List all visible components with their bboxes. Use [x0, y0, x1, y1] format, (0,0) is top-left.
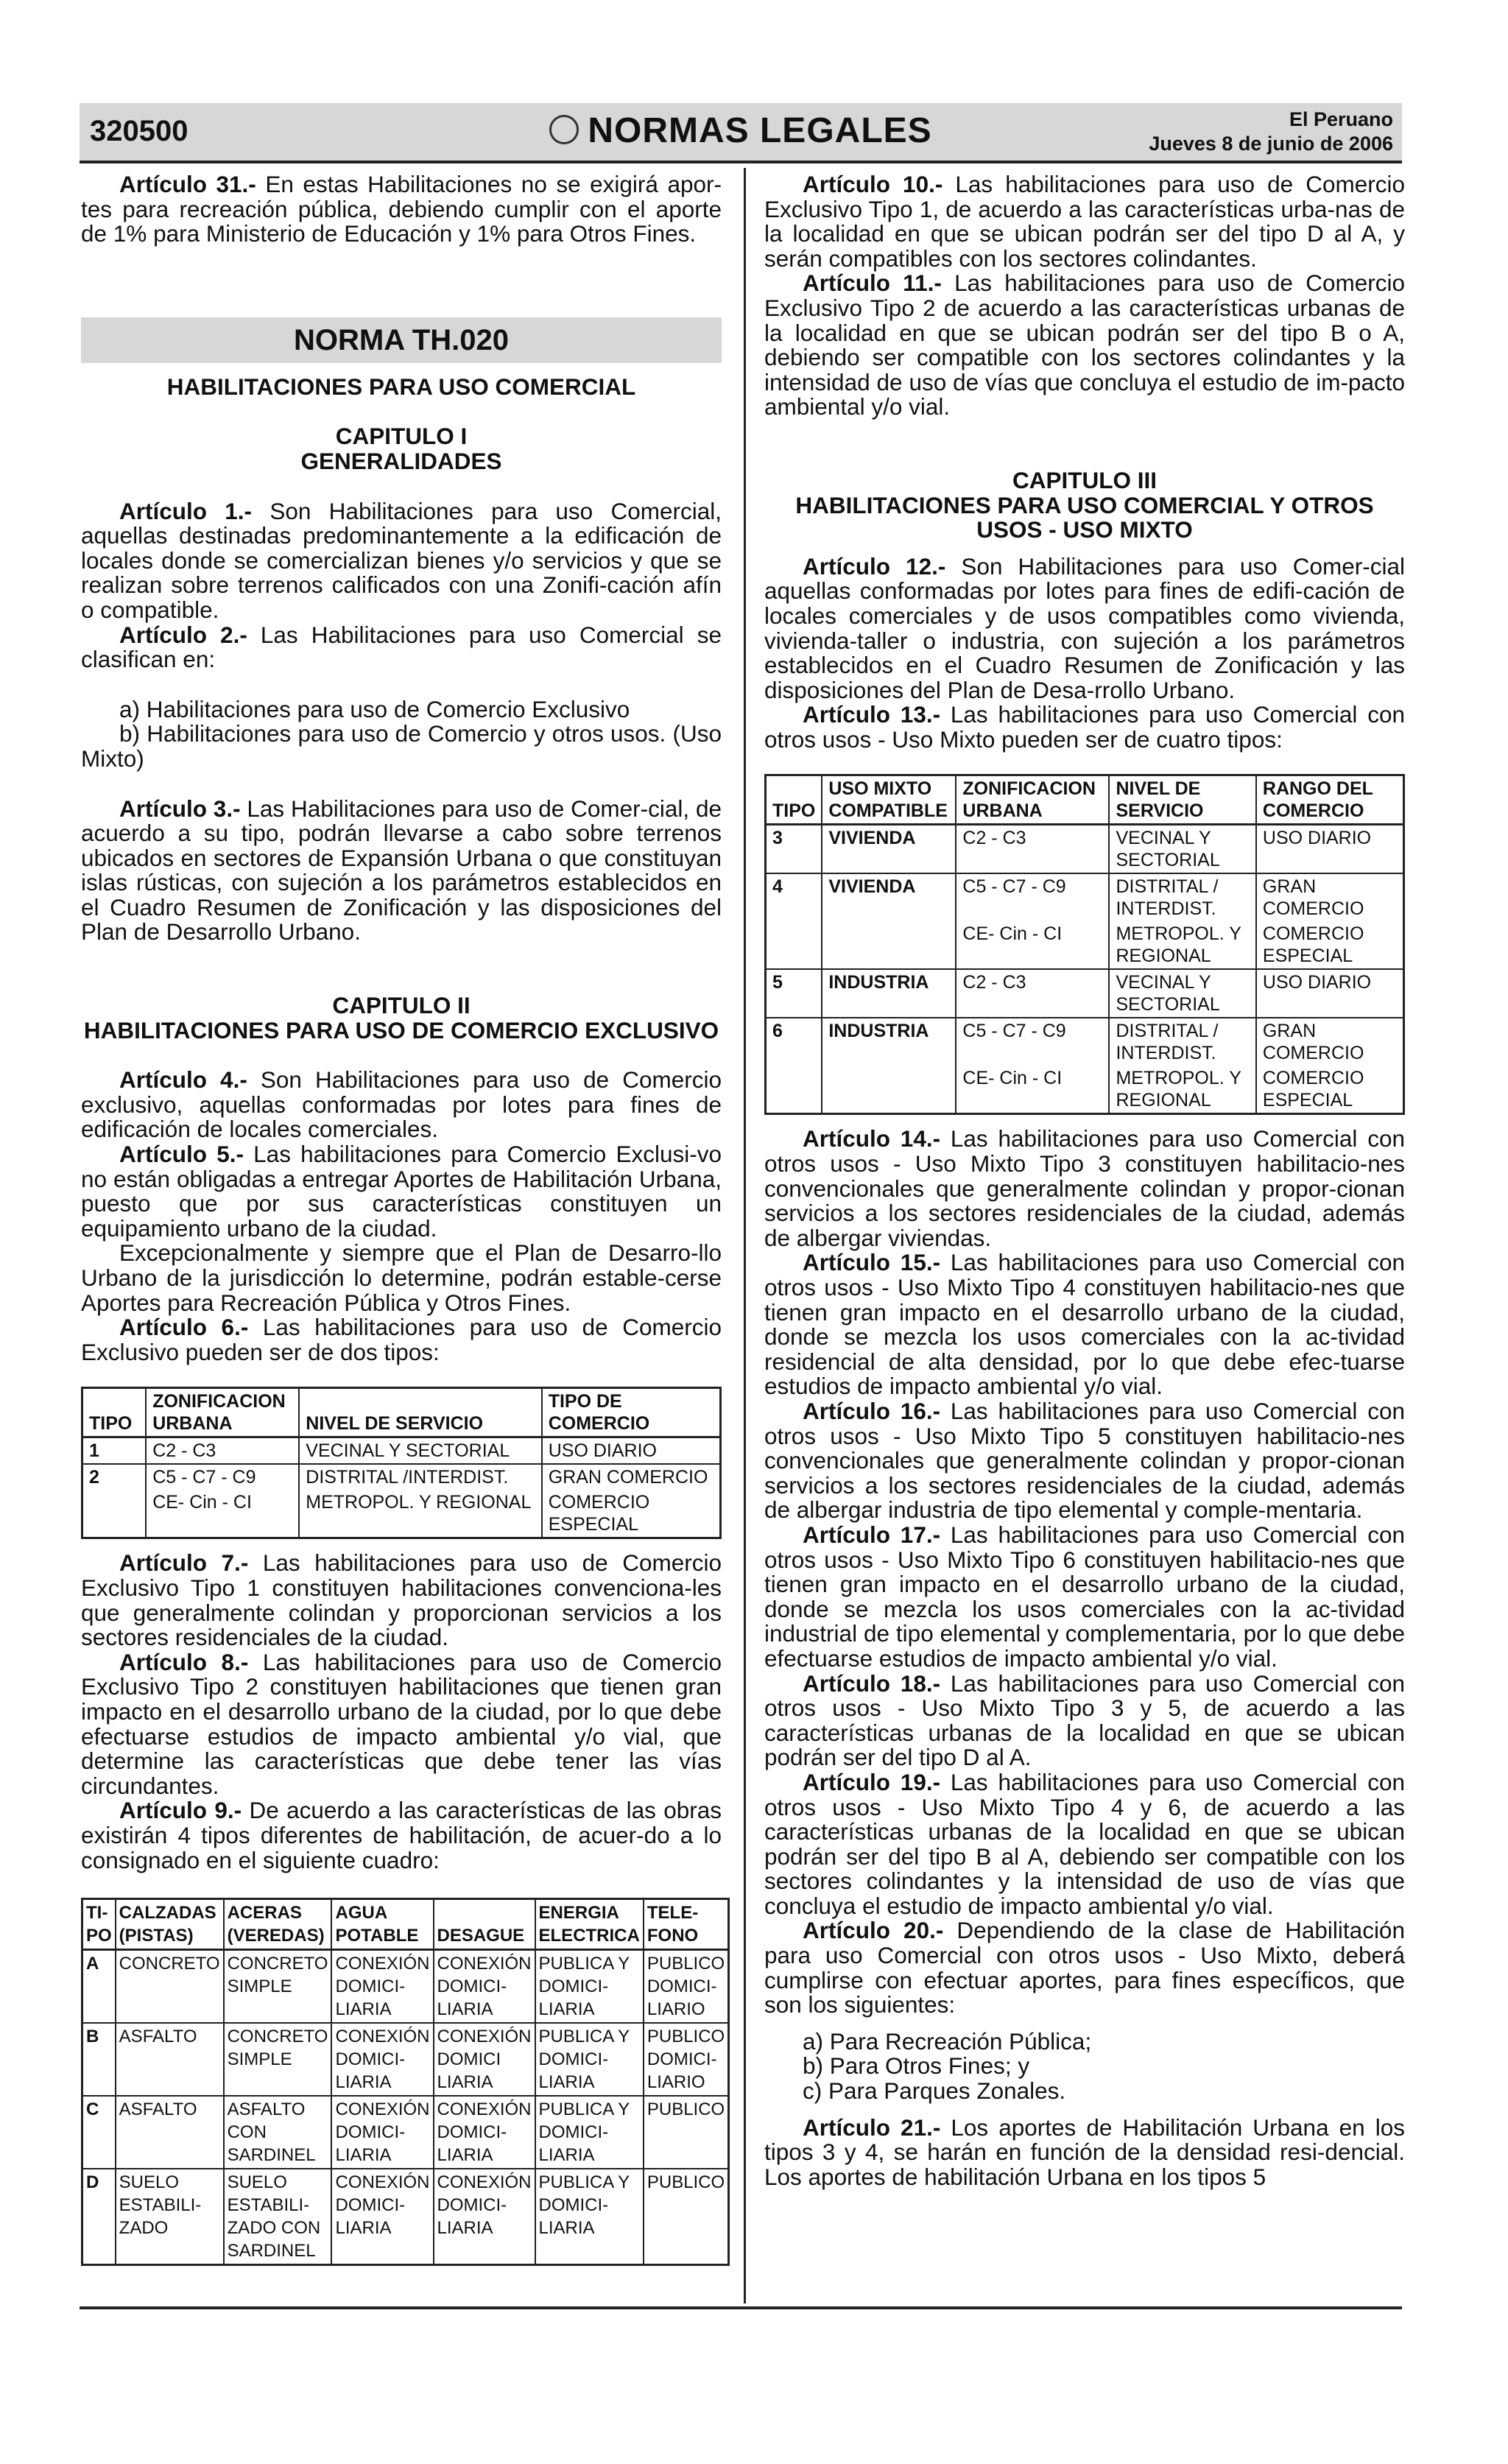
norma-subtitle: HABILITACIONES PARA USO COMERCIAL — [166, 373, 636, 400]
list-item-a: a) Para Recreación Pública; — [803, 2027, 1092, 2055]
article-5-paragraph-2: Excepcionalmente y siempre que el Plan de Desarro-llo Urbano de la jurisdicción lo determine, podrán estable-cerse Aportes para Recreación Pública y Otros Fines. — [81, 1239, 722, 1316]
mixed-use-table — [764, 774, 1405, 1115]
page-number: 320500 — [90, 115, 188, 147]
article-6: Artículo 6.- Las habilitaciones para uso de Comercio Exclusivo pueden ser de dos tipos: — [81, 1314, 722, 1365]
publication-info — [1149, 108, 1393, 156]
article-31: Artículo 31.- En estas Habilitaciones no se exigirá apor-tes para recreación pública, debiendo cumplir con el aporte de 1% para Ministerio de Educación y 1% para Otros Fines. — [81, 171, 722, 247]
chapter-1-subtitle: GENERALIDADES — [300, 447, 502, 474]
table-header: TI-PO — [82, 1899, 116, 1950]
article-9: Artículo 9.- De acuerdo a las características de las obras existirán 4 tipos diferentes de habilitación, de acuer-do a lo consignado en el siguiente cuadro: — [81, 1797, 722, 1873]
article-12: Artículo 12.- Son Habilitaciones para uso Comer-cial aquellas conformadas por lotes para fines de edifi-cación de locales comerciales y de usos compatibles como vivienda, vivienda-taller o industria, con sujeción a los parámetros establecidos en el Cuadro Resumen de Zonificación y las disposiciones del Plan de Desa-rrollo Urbano. — [764, 552, 1405, 703]
commerce-types-table — [81, 1387, 722, 1539]
article-10: Artículo 10.- Las habilitaciones para uso de Comercio Exclusivo Tipo 1, de acuerdo a las características urba-nas de la localidad en que se ubican podrán ser del tipo D al A, y serán compatibles con los sectores colindantes. — [764, 171, 1405, 272]
list-item-b: b) Habilitaciones para uso de Comercio y otros usos. (Uso Mixto) — [81, 720, 722, 772]
article-5: Artículo 5.- Las habilitaciones para Comercio Exclusi-vo no están obligadas a entregar Aportes de Habilitación Urbana, puesto que por sus características constituyen un equipamiento urbano de la ciudad. — [81, 1141, 722, 1242]
table-row: B ASFALTO CONCRETO SIMPLE CONEXIÓN DOMICI-LIARIA CONEXIÓN DOMICI LIARIA PUBLICA Y DOMICI-LIARIA PUBLICO DOMICI-LIARIO — [82, 2023, 729, 2096]
publication-name: El Peruano — [1289, 108, 1393, 130]
chapter-3-subtitle: HABILITACIONES PARA USO COMERCIAL Y OTROS USOS - USO MIXTO — [795, 491, 1374, 543]
table-header: NIVEL DE SERVICIO — [299, 1388, 541, 1437]
table-row: 5 INDUSTRIA C2 - C3 VECINAL Y SECTORIAL USO DIARIO — [766, 969, 1404, 1018]
table-row: 1 C2 - C3 VECINAL Y SECTORIAL USO DIARIO — [82, 1437, 721, 1465]
publication-date: Jueves 8 de junio de 2006 — [1149, 133, 1393, 155]
article-18: Artículo 18.- Las habilitaciones para uso Comercial con otros usos - Uso Mixto Tipo 3 y 5, de acuerdo a las características urbanas de la localidad en que se ubican podrán ser del tipo D al A. — [764, 1669, 1405, 1771]
article-3: Artículo 3.- Las Habilitaciones para uso de Comer-cial, de acuerdo a su tipo, podrán llevarse a cabo sobre terrenos ubicados en sectores de Expansión Urbana o que constituyan islas rústicas, con sujeción a los parámetros establecidos en el Cuadro Resumen de Zonificación y las disposiciones del Plan de Desarrollo Urbano. — [81, 795, 722, 946]
article-11: Artículo 11.- Las habilitaciones para uso de Comercio Exclusivo Tipo 2 de acuerdo a las características urbanas de la localidad en que se ubican podrán ser del tipo B o A, debiendo ser compatible con los sectores colindantes y la intensidad de uso de vías que concluya el estudio de im-pacto ambiental y/o vial. — [764, 270, 1406, 420]
table-row: D SUELO ESTABILI-ZADO SUELO ESTABILI-ZADO CON SARDINEL CONEXIÓN DOMICI-LIARIA CONEXIÓN DOMICI-LIARIA PUBLICA Y DOMICI-LIARIA PUBLICO — [82, 2169, 729, 2265]
table-row: 4 VIVIENDA C5 - C7 - C9 DISTRITAL / INTERDIST. GRAN COMERCIO — [766, 873, 1404, 921]
table-header: TIPO — [766, 775, 822, 825]
table-row: C ASFALTO ASFALTO CON SARDINEL CONEXIÓN DOMICI-LIARIA CONEXIÓN DOMICI-LIARIA PUBLICA Y DOMICI-LIARIA PUBLICO — [82, 2096, 729, 2169]
column-divider — [744, 168, 746, 2303]
page-header — [80, 103, 1402, 163]
table-header: RANGO DEL COMERCIO — [1256, 775, 1404, 825]
works-types-table — [81, 1898, 730, 2266]
article-17: Artículo 17.- Las habilitaciones para uso Comercial con otros usos - Uso Mixto Tipo 6 constituyen habilitacio-nes que tienen gran impacto en el desarrollo urbano de la ciudad, donde se mezcla los usos comerciales con la ac-tividad industrial de tipo elemental y complementaria, por lo que debe efectuarse estudios de impacto ambiental y/o vial. — [764, 1521, 1405, 1672]
chapter-2-subtitle: HABILITACIONES PARA USO DE COMERCIO EXCLUSIVO — [83, 1016, 719, 1043]
list-item-c: c) Para Parques Zonales. — [803, 2077, 1066, 2105]
table-header: ACERAS (VEREDAS) — [224, 1899, 332, 1950]
table-row: CE- Cin - CI METROPOL. Y REGIONAL COMERCIO ESPECIAL — [82, 1490, 721, 1538]
coat-of-arms-icon — [549, 115, 579, 144]
table-header: CALZADAS (PISTAS) — [116, 1899, 224, 1950]
right-column — [764, 172, 1405, 2189]
article-7: Artículo 7.- Las habilitaciones para uso de Comercio Exclusivo Tipo 1 constituyen habilitaciones convenciona-les que generalmente colindan y proporcionan servicios a los sectores residenciales de la ciudad. — [81, 1549, 722, 1651]
chapter-3-title: CAPITULO III — [1012, 466, 1157, 493]
table-header: ZONIFICACION URBANA — [956, 775, 1109, 825]
table-header: ZONIFICACION URBANA — [146, 1388, 299, 1437]
table-row: 2 C5 - C7 - C9 DISTRITAL /INTERDIST. GRAN COMERCIO — [82, 1464, 721, 1490]
list-item-b: b) Para Otros Fines; y — [803, 2052, 1030, 2080]
article-13: Artículo 13.- Las habilitaciones para uso Comercial con otros usos - Uso Mixto pueden ser de cuatro tipos: — [764, 701, 1405, 753]
table-row: CE- Cin - CI METROPOL. Y REGIONAL COMERCIO ESPECIAL — [766, 1066, 1404, 1114]
table-header: NIVEL DE SERVICIO — [1109, 775, 1255, 825]
table-header: USO MIXTO COMPATIBLE — [822, 775, 956, 825]
article-2: Artículo 2.- Las Habilitaciones para uso Comercial se clasifican en: — [81, 621, 722, 673]
article-1: Artículo 1.- Son Habilitaciones para uso Comercial, aquellas destinadas predominantemente a la edificación de locales donde se comercializan bienes y/o servicios y que se realizan sobre terrenos calificados con una Zonifi-cación afín o compatible. — [81, 497, 722, 623]
table-header: DESAGUE — [434, 1899, 535, 1950]
article-16: Artículo 16.- Las habilitaciones para uso Comercial con otros usos - Uso Mixto Tipo 5 constituyen habilitacio-nes convencionales que generalmente colindan y propor-cionan servicios a los sectores residenciales de la ciudad, además de albergar industria de tipo elemental y comple-mentaria. — [764, 1398, 1405, 1524]
table-row: CE- Cin - CI METROPOL. Y REGIONAL COMERCIO ESPECIAL — [766, 921, 1404, 969]
chapter-2-title: CAPITULO II — [332, 992, 471, 1019]
table-row: 6 INDUSTRIA C5 - C7 - C9 DISTRITAL / INTERDIST. GRAN COMERCIO — [766, 1018, 1404, 1066]
table-header: TIPO — [82, 1388, 147, 1437]
article-4: Artículo 4.- Son Habilitaciones para uso de Comercio exclusivo, aquellas conformadas por lotes para fines de edificación de locales comerciales. — [81, 1066, 722, 1143]
article-21: Artículo 21.- Los aportes de Habilitación Urbana en los tipos 3 y 4, se harán en función de la densidad resi-dencial. Los aportes de habilitación Urbana en los tipos 5 — [764, 2113, 1405, 2190]
chapter-1-title: CAPITULO I — [335, 423, 468, 450]
article-14: Artículo 14.- Las habilitaciones para uso Comercial con otros usos - Uso Mixto Tipo 3 constituyen habilitacio-nes convencionales que generalmente colindan y propor-cionan servicios a los sectores residenciales de la ciudad, además de albergar viviendas. — [764, 1125, 1405, 1251]
left-column — [81, 171, 725, 2266]
footer-rule — [80, 2306, 1402, 2309]
table-header: ENERGIA ELECTRICA — [535, 1899, 644, 1950]
article-19: Artículo 19.- Las habilitaciones para uso Comercial con otros usos - Uso Mixto Tipo 4 y 6, de acuerdo a las características urbanas de la localidad en que se ubican podrán ser del tipo B al A, debiendo ser compatible con los sectores colindantes y la intensidad de uso de vías que concluya el estudio de impacto ambiental y/o vial. — [764, 1768, 1405, 1919]
norma-title: NORMA TH.020 — [81, 317, 722, 363]
table-header: TIPO DE COMERCIO — [542, 1388, 721, 1437]
table-row: A CONCRETO CONCRETO SIMPLE CONEXIÓN DOMICI-LIARIA CONEXIÓN DOMICI-LIARIA PUBLICA Y DOMICI-LIARIA PUBLICO DOMICI-LIARIO — [82, 1950, 729, 2024]
article-8: Artículo 8.- Las habilitaciones para uso de Comercio Exclusivo Tipo 2 constituyen habilitaciones que tienen gran impacto en el desarrollo urbano de la ciudad, por lo que debe efectuarse estudios de impacto ambiental y/o vial, que determine las características que debe tener las vías circundantes. — [81, 1648, 722, 1799]
list-item-a: a) Habilitaciones para uso de Comercio Exclusivo — [119, 695, 630, 722]
table-row: 3 VIVIENDA C2 - C3 VECINAL Y SECTORIAL USO DIARIO — [766, 825, 1404, 874]
article-20: Artículo 20.- Dependiendo de la clase de Habilitación para uso Comercial con otros usos - Uso Mixto, deberá cumplirse con efectuar aportes, para fines específicos, que son los siguientes: — [764, 1917, 1405, 2018]
table-header: TELE-FONO — [644, 1899, 729, 1950]
masthead-title: NORMAS LEGALES — [588, 111, 932, 150]
article-15: Artículo 15.- Las habilitaciones para uso Comercial con otros usos - Uso Mixto Tipo 4 constituyen habilitacio-nes que tienen gran impacto en el desarrollo urbano de la ciudad, donde se mezcla los usos comerciales con la ac-tividad residencial de alta densidad, por lo que debe efec-tuarse estudios de impacto ambiental y/o vial. — [764, 1249, 1405, 1400]
table-header: AGUA POTABLE — [331, 1899, 433, 1950]
